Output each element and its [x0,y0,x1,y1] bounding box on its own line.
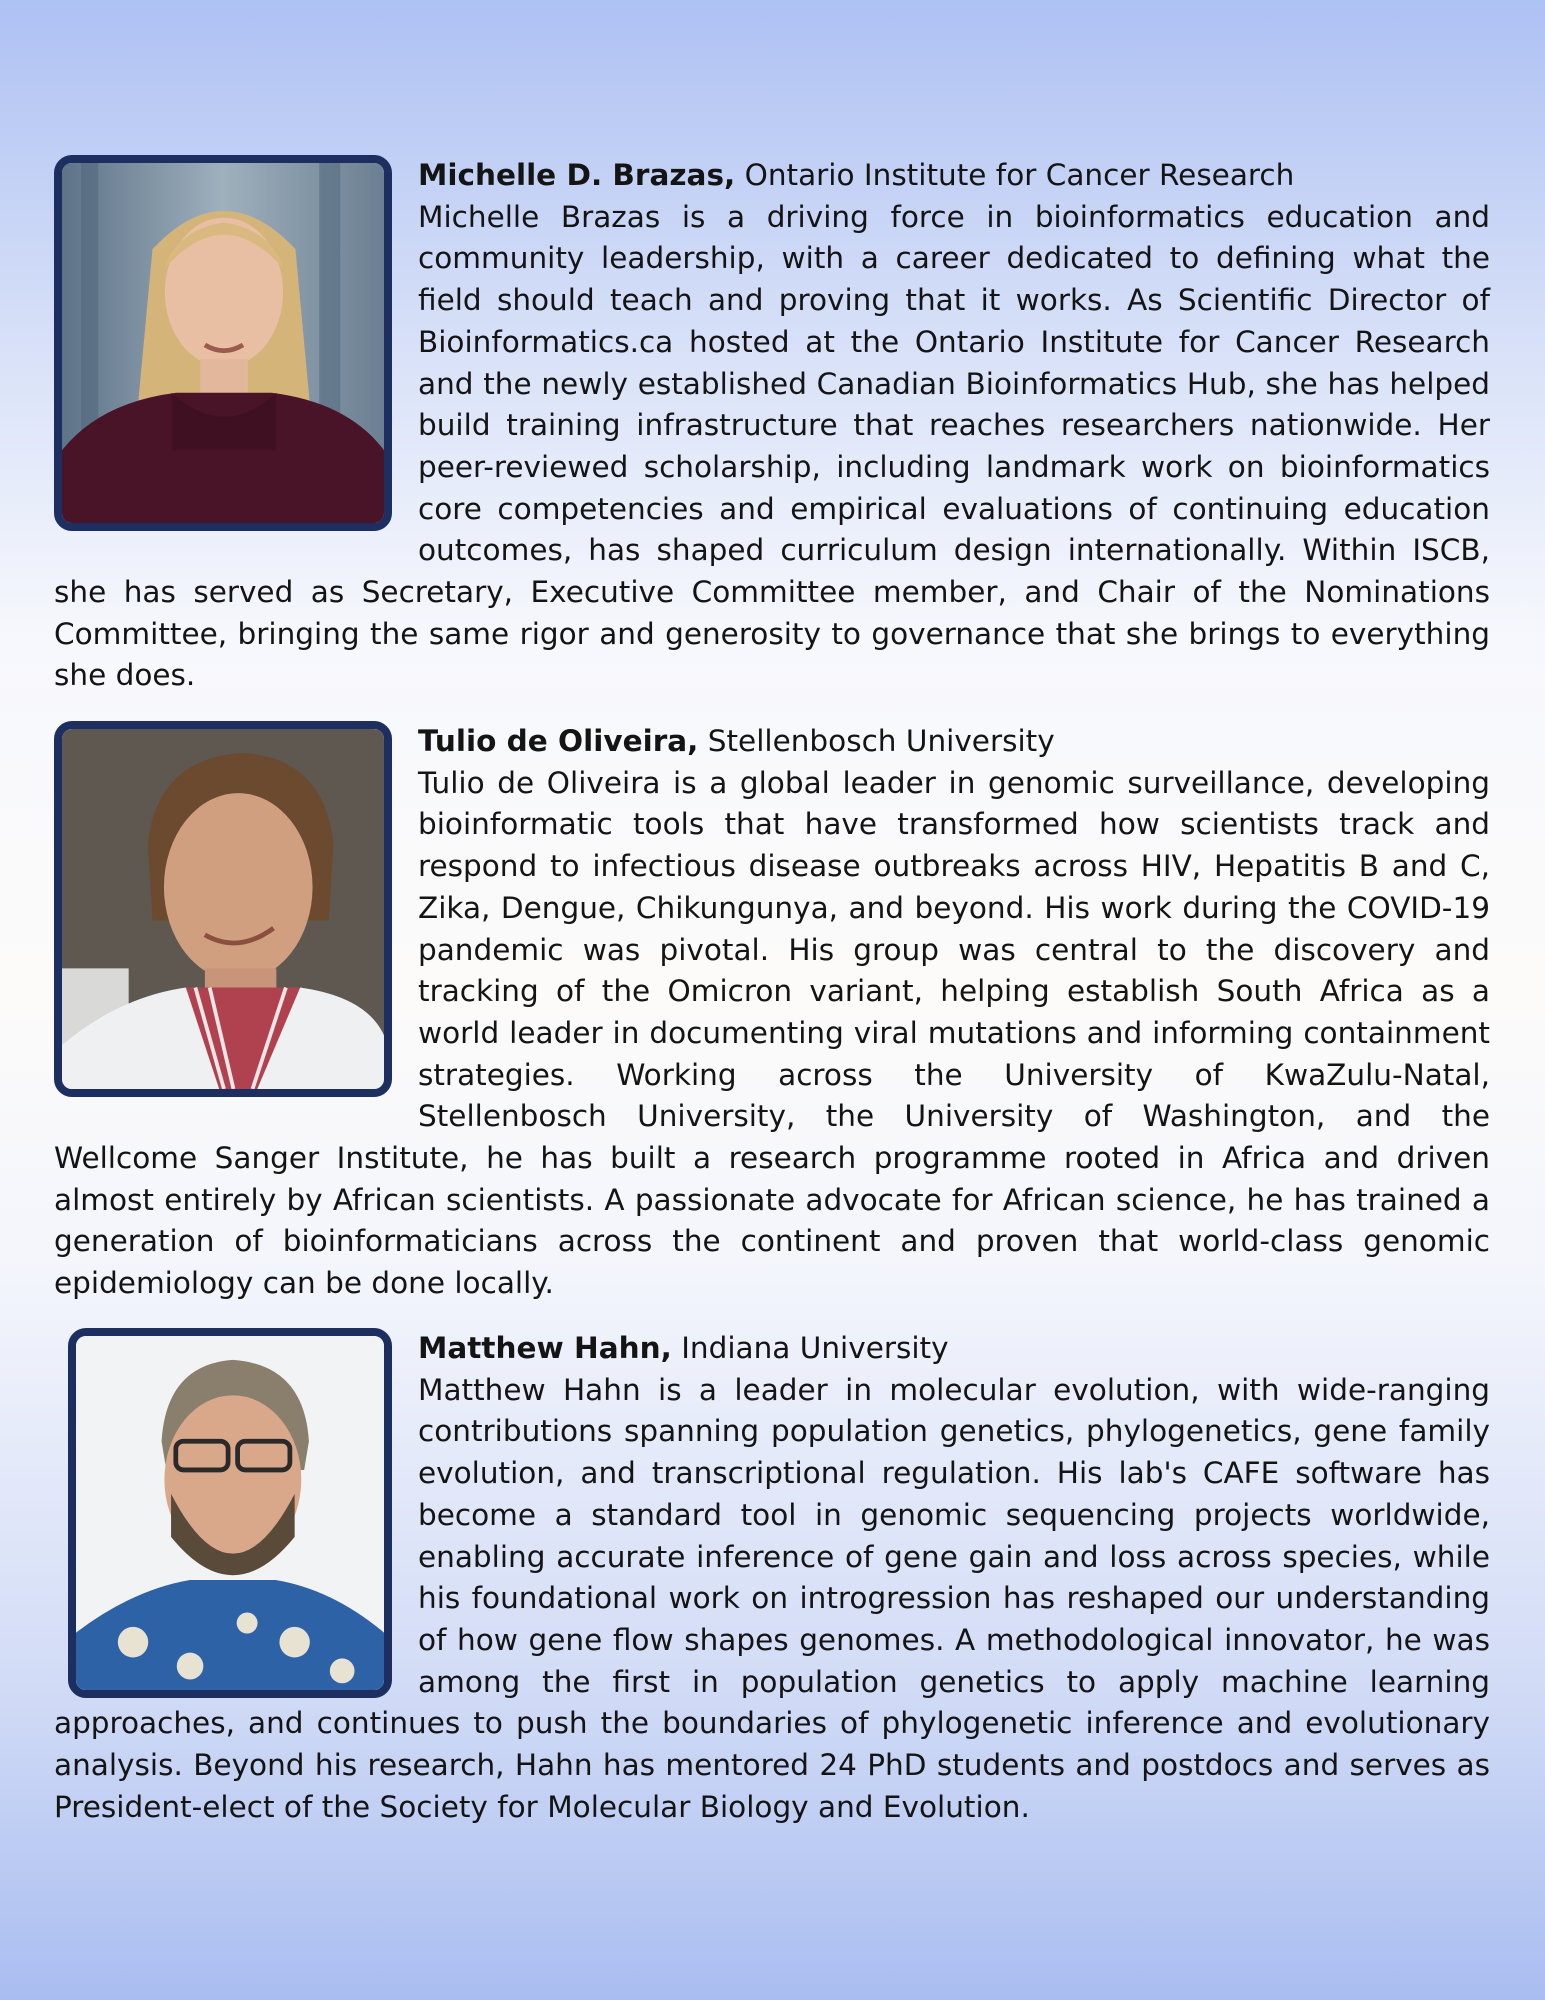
profile-photo [54,155,392,531]
profile-photo [68,1328,392,1698]
profile-matthew-hahn [54,1328,1490,1828]
profile-name: Matthew Hahn, [418,1331,672,1365]
profile-name: Michelle D. Brazas, [418,158,736,192]
profile-bio: Tulio de Oliveira is a global leader in genomic surveillance, developing bioinformatic tools that have transformed how scientists track and respond to infectious disease outbreaks across HIV, Hepatitis B and C, Zika, Dengue, Chikungunya, and beyond. His work during the COVID-19 pandemic was pivotal. His group was central to the discovery and tracking of the Omicron variant, helping establish South Africa as a world leader in documenting viral mutations and informing containment strategies. Working across the University of KwaZulu-Natal, Stellenbosch University, the University of Washington, and the Wellcome Sanger Institute, he has built a research programme rooted in Africa and driven almost entirely by African scientists. A passionate advocate for African science, he has trained a generation of bioinformaticians across the continent and proven that world-class genomic epidemiology can be done locally. [54,765,1490,1301]
profile-photo [54,721,392,1097]
profile-affiliation: Indiana University [681,1331,949,1365]
profile-affiliation: Ontario Institute for Cancer Research [744,158,1295,192]
profile-name: Tulio de Oliveira, [418,724,699,758]
profile-bio: Matthew Hahn is a leader in molecular evolution, with wide-ranging contributions spanning population genetics, phylogenetics, gene family evolution, and transcriptional regulation. His lab's CAFE software has become a standard tool in genomic sequencing projects worldwide, enabling accurate inference of gene gain and loss across species, while his foundational work on introgression has reshaped our understanding of how gene flow shapes genomes. A methodological innovator, he was among the first in population genetics to apply machine learning approaches, and continues to push the boundaries of phylogenetic inference and evolutionary analysis. Beyond his research, Hahn has mentored 24 PhD students and postdocs and serves as President-elect of the Society for Molecular Biology and Evolution. [54,1372,1490,1824]
profile-michelle-brazas [54,155,1490,697]
profile-bio: Michelle Brazas is a driving force in bioinformatics education and community leadership, with a career dedicated to defining what the field should teach and proving that it works. As Scientific Director of Bioinformatics.ca hosted at the Ontario Institute for Cancer Research and the newly established Canadian Bioinformatics Hub, she has helped build training infrastructure that reaches researchers nationwide. Her peer-reviewed scholarship, including landmark work on bioinformatics core competencies and empirical evaluations of continuing education outcomes, has shaped curriculum design internationally. Within ISCB, she has served as Secretary, Executive Committee member, and Chair of the Nominations Committee, bringing the same rigor and generosity to governance that she brings to everything she does. [54,199,1490,693]
profile-tulio-de-oliveira [54,721,1490,1305]
profile-affiliation: Stellenbosch University [707,724,1055,758]
